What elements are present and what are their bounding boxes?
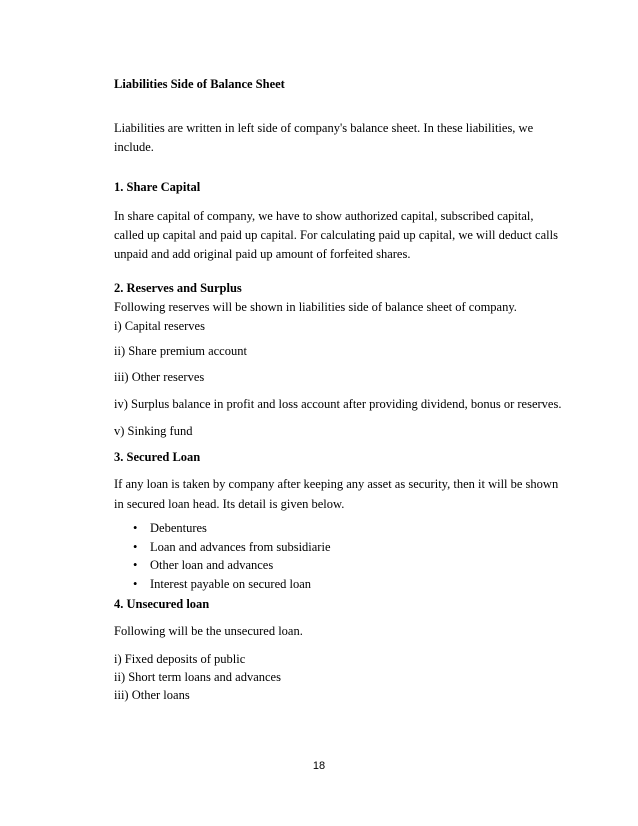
share-capital-heading: 1. Share Capital bbox=[114, 180, 201, 194]
list-item-text: Other loan and advances bbox=[150, 558, 274, 572]
list-item-text: Debentures bbox=[150, 521, 207, 535]
reserves-lead bbox=[114, 298, 584, 336]
unsecured-loan-heading: 4. Unsecured loan bbox=[114, 597, 210, 611]
bullet-icon: • bbox=[133, 576, 138, 591]
intro-paragraph bbox=[114, 119, 584, 157]
bullet-icon: • bbox=[133, 558, 138, 572]
reserve-item: ii) Share premium account bbox=[114, 344, 247, 358]
paragraph-line: called up capital and paid up capital. For calculating paid up capital, we will deduct calls bbox=[114, 228, 558, 242]
unsecured-item: i) Fixed deposits of public bbox=[114, 652, 246, 666]
reserve-item: i) Capital reserves bbox=[114, 319, 205, 333]
reserves-heading: 2. Reserves and Surplus bbox=[114, 281, 242, 295]
intro-line: Liabilities are written in left side of company's balance sheet. In these liabilities, we bbox=[114, 121, 534, 135]
page-number: 18 bbox=[312, 760, 326, 772]
unsecured-item: ii) Short term loans and advances bbox=[114, 670, 281, 684]
paragraph-line: In share capital of company, we have to show authorized capital, subscribed capital, bbox=[114, 209, 534, 223]
reserve-item: iii) Other reserves bbox=[114, 370, 205, 384]
secured-loan-paragraph bbox=[114, 474, 584, 514]
bullet-icon: • bbox=[133, 521, 138, 535]
list-item bbox=[133, 556, 573, 575]
reserve-item: iv) Surplus balance in profit and loss account after providing dividend, bonus or reserves. bbox=[114, 397, 562, 411]
paragraph-line: in secured loan head. Its detail is given below. bbox=[114, 497, 345, 511]
secured-loan-list bbox=[133, 519, 573, 593]
list-item-text: Interest payable on secured loan bbox=[150, 576, 312, 591]
unsecured-item: iii) Other loans bbox=[114, 688, 190, 702]
list-item bbox=[133, 538, 573, 557]
list-item bbox=[133, 519, 573, 538]
secured-loan-heading: 3. Secured Loan bbox=[114, 450, 201, 464]
unsecured-loan-lead: Following will be the unsecured loan. bbox=[114, 624, 303, 638]
paragraph-line: If any loan is taken by company after keeping any asset as security, then it will be shown bbox=[114, 477, 559, 491]
share-capital-paragraph bbox=[114, 207, 584, 264]
reserve-item: v) Sinking fund bbox=[114, 424, 193, 438]
page-title: Liabilities Side of Balance Sheet bbox=[114, 77, 285, 91]
intro-line: include. bbox=[114, 140, 154, 154]
unsecured-loan-list bbox=[114, 650, 584, 704]
reserves-lead-text: Following reserves will be shown in liabilities side of balance sheet of company. bbox=[114, 300, 517, 314]
bullet-icon: • bbox=[133, 539, 138, 554]
list-item bbox=[133, 575, 573, 594]
list-item-text: Loan and advances from subsidiarie bbox=[150, 539, 331, 554]
paragraph-line: unpaid and add original paid up amount of forfeited shares. bbox=[114, 247, 411, 261]
